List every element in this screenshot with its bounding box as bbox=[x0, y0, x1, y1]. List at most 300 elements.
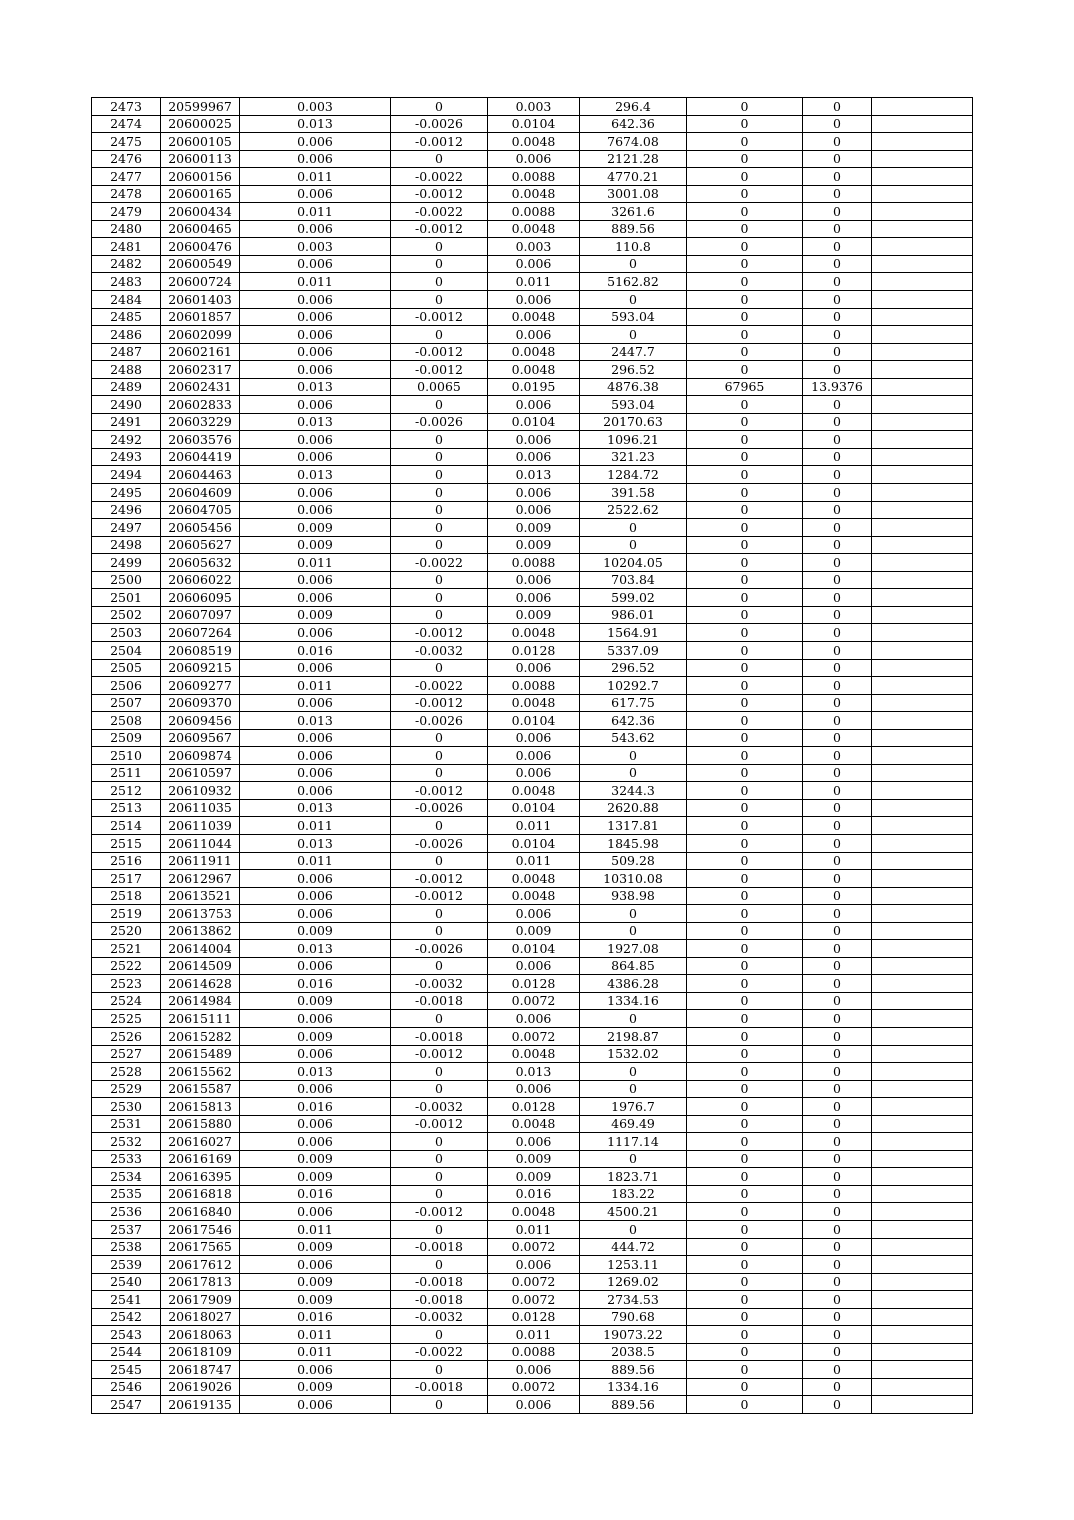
adjustment-cell: -0.0026 bbox=[391, 413, 488, 431]
table-row bbox=[92, 940, 973, 958]
ratio-cell: 0 bbox=[803, 834, 872, 852]
amount-cell: 10204.05 bbox=[580, 554, 687, 572]
amount-cell: 296.4 bbox=[580, 98, 687, 116]
value-a-cell: 0.009 bbox=[240, 1027, 391, 1045]
blank-cell bbox=[872, 1326, 973, 1344]
table-row bbox=[92, 308, 973, 326]
id-cell: 20613862 bbox=[161, 922, 240, 940]
value-c-cell: 0 bbox=[687, 554, 803, 572]
value-a-cell: 0.003 bbox=[240, 238, 391, 256]
adjustment-cell: -0.0032 bbox=[391, 975, 488, 993]
amount-cell: 10310.08 bbox=[580, 870, 687, 888]
value-a-cell: 0.006 bbox=[240, 1361, 391, 1379]
value-a-cell: 0.003 bbox=[240, 98, 391, 116]
blank-cell bbox=[872, 255, 973, 273]
row-number-cell: 2473 bbox=[92, 98, 161, 116]
value-b-cell: 0.0048 bbox=[488, 887, 580, 905]
ratio-cell: 0 bbox=[803, 1273, 872, 1291]
value-c-cell: 0 bbox=[687, 1256, 803, 1274]
adjustment-cell: 0 bbox=[391, 817, 488, 835]
value-c-cell: 0 bbox=[687, 1185, 803, 1203]
blank-cell bbox=[872, 378, 973, 396]
value-a-cell: 0.006 bbox=[240, 291, 391, 309]
id-cell: 20614004 bbox=[161, 940, 240, 958]
value-b-cell: 0.0128 bbox=[488, 1098, 580, 1116]
ratio-cell: 0 bbox=[803, 1098, 872, 1116]
adjustment-cell: 0 bbox=[391, 1168, 488, 1186]
blank-cell bbox=[872, 1063, 973, 1081]
adjustment-cell: 0 bbox=[391, 571, 488, 589]
amount-cell: 889.56 bbox=[580, 1396, 687, 1414]
table-row bbox=[92, 1256, 973, 1274]
amount-cell: 183.22 bbox=[580, 1185, 687, 1203]
amount-cell: 703.84 bbox=[580, 571, 687, 589]
table-row bbox=[92, 659, 973, 677]
ratio-cell: 0 bbox=[803, 1150, 872, 1168]
value-b-cell: 0.006 bbox=[488, 764, 580, 782]
id-cell: 20607097 bbox=[161, 606, 240, 624]
table-row bbox=[92, 1221, 973, 1239]
row-number-cell: 2498 bbox=[92, 536, 161, 554]
adjustment-cell: 0 bbox=[391, 852, 488, 870]
id-cell: 20615282 bbox=[161, 1027, 240, 1045]
id-cell: 20602431 bbox=[161, 378, 240, 396]
value-b-cell: 0.006 bbox=[488, 501, 580, 519]
row-number-cell: 2483 bbox=[92, 273, 161, 291]
table-row bbox=[92, 1045, 973, 1063]
adjustment-cell: -0.0022 bbox=[391, 554, 488, 572]
adjustment-cell: 0 bbox=[391, 1221, 488, 1239]
amount-cell: 2447.7 bbox=[580, 343, 687, 361]
id-cell: 20616169 bbox=[161, 1150, 240, 1168]
value-b-cell: 0.0104 bbox=[488, 799, 580, 817]
blank-cell bbox=[872, 782, 973, 800]
blank-cell bbox=[872, 870, 973, 888]
amount-cell: 4876.38 bbox=[580, 378, 687, 396]
blank-cell bbox=[872, 852, 973, 870]
value-c-cell: 0 bbox=[687, 413, 803, 431]
ratio-cell: 0 bbox=[803, 1203, 872, 1221]
ratio-cell: 0 bbox=[803, 589, 872, 607]
value-a-cell: 0.011 bbox=[240, 1221, 391, 1239]
id-cell: 20600165 bbox=[161, 185, 240, 203]
value-a-cell: 0.006 bbox=[240, 343, 391, 361]
value-b-cell: 0.0104 bbox=[488, 940, 580, 958]
value-c-cell: 0 bbox=[687, 1361, 803, 1379]
blank-cell bbox=[872, 1238, 973, 1256]
value-a-cell: 0.013 bbox=[240, 413, 391, 431]
amount-cell: 1253.11 bbox=[580, 1256, 687, 1274]
ratio-cell: 0 bbox=[803, 1045, 872, 1063]
blank-cell bbox=[872, 536, 973, 554]
ratio-cell: 0 bbox=[803, 1168, 872, 1186]
value-c-cell: 0 bbox=[687, 852, 803, 870]
row-number-cell: 2512 bbox=[92, 782, 161, 800]
ratio-cell: 0 bbox=[803, 291, 872, 309]
value-c-cell: 0 bbox=[687, 1027, 803, 1045]
value-b-cell: 0.009 bbox=[488, 606, 580, 624]
id-cell: 20608519 bbox=[161, 641, 240, 659]
ratio-cell: 0 bbox=[803, 185, 872, 203]
amount-cell: 1976.7 bbox=[580, 1098, 687, 1116]
ratio-cell: 0 bbox=[803, 940, 872, 958]
value-c-cell: 0 bbox=[687, 659, 803, 677]
amount-cell: 0 bbox=[580, 326, 687, 344]
id-cell: 20600724 bbox=[161, 273, 240, 291]
table-row bbox=[92, 1396, 973, 1414]
row-number-cell: 2540 bbox=[92, 1273, 161, 1291]
ratio-cell: 0 bbox=[803, 1361, 872, 1379]
table-row bbox=[92, 1080, 973, 1098]
id-cell: 20619026 bbox=[161, 1378, 240, 1396]
value-b-cell: 0.0072 bbox=[488, 1378, 580, 1396]
table-row bbox=[92, 466, 973, 484]
id-cell: 20604609 bbox=[161, 484, 240, 502]
value-b-cell: 0.0072 bbox=[488, 1291, 580, 1309]
adjustment-cell: -0.0018 bbox=[391, 1273, 488, 1291]
blank-cell bbox=[872, 905, 973, 923]
table-row bbox=[92, 536, 973, 554]
amount-cell: 0 bbox=[580, 1063, 687, 1081]
adjustment-cell: -0.0022 bbox=[391, 203, 488, 221]
value-b-cell: 0.011 bbox=[488, 817, 580, 835]
id-cell: 20600434 bbox=[161, 203, 240, 221]
amount-cell: 1564.91 bbox=[580, 624, 687, 642]
adjustment-cell: -0.0026 bbox=[391, 940, 488, 958]
value-a-cell: 0.009 bbox=[240, 536, 391, 554]
amount-cell: 1532.02 bbox=[580, 1045, 687, 1063]
blank-cell bbox=[872, 1308, 973, 1326]
ratio-cell: 0 bbox=[803, 1221, 872, 1239]
value-a-cell: 0.006 bbox=[240, 1396, 391, 1414]
ratio-cell: 0 bbox=[803, 1326, 872, 1344]
value-c-cell: 0 bbox=[687, 501, 803, 519]
value-b-cell: 0.006 bbox=[488, 1010, 580, 1028]
value-a-cell: 0.011 bbox=[240, 554, 391, 572]
value-b-cell: 0.0104 bbox=[488, 413, 580, 431]
row-number-cell: 2489 bbox=[92, 378, 161, 396]
amount-cell: 2522.62 bbox=[580, 501, 687, 519]
row-number-cell: 2507 bbox=[92, 694, 161, 712]
ratio-cell: 0 bbox=[803, 922, 872, 940]
amount-cell: 444.72 bbox=[580, 1238, 687, 1256]
blank-cell bbox=[872, 1361, 973, 1379]
value-a-cell: 0.006 bbox=[240, 150, 391, 168]
adjustment-cell: -0.0012 bbox=[391, 782, 488, 800]
value-c-cell: 0 bbox=[687, 694, 803, 712]
id-cell: 20602317 bbox=[161, 361, 240, 379]
adjustment-cell: 0 bbox=[391, 396, 488, 414]
id-cell: 20607264 bbox=[161, 624, 240, 642]
table-row bbox=[92, 834, 973, 852]
ratio-cell: 0 bbox=[803, 659, 872, 677]
value-c-cell: 0 bbox=[687, 922, 803, 940]
value-a-cell: 0.006 bbox=[240, 220, 391, 238]
row-number-cell: 2526 bbox=[92, 1027, 161, 1045]
amount-cell: 5337.09 bbox=[580, 641, 687, 659]
blank-cell bbox=[872, 589, 973, 607]
ratio-cell: 0 bbox=[803, 536, 872, 554]
adjustment-cell: 0 bbox=[391, 238, 488, 256]
ratio-cell: 0 bbox=[803, 326, 872, 344]
row-number-cell: 2479 bbox=[92, 203, 161, 221]
value-b-cell: 0.006 bbox=[488, 150, 580, 168]
value-a-cell: 0.011 bbox=[240, 677, 391, 695]
adjustment-cell: -0.0012 bbox=[391, 133, 488, 151]
ratio-cell: 0 bbox=[803, 484, 872, 502]
adjustment-cell: 0 bbox=[391, 484, 488, 502]
blank-cell bbox=[872, 150, 973, 168]
value-a-cell: 0.011 bbox=[240, 273, 391, 291]
blank-cell bbox=[872, 571, 973, 589]
amount-cell: 986.01 bbox=[580, 606, 687, 624]
value-c-cell: 0 bbox=[687, 1010, 803, 1028]
ratio-cell: 0 bbox=[803, 448, 872, 466]
blank-cell bbox=[872, 484, 973, 502]
adjustment-cell: 0 bbox=[391, 729, 488, 747]
table-row bbox=[92, 431, 973, 449]
row-number-cell: 2525 bbox=[92, 1010, 161, 1028]
blank-cell bbox=[872, 1185, 973, 1203]
value-b-cell: 0.0072 bbox=[488, 992, 580, 1010]
row-number-cell: 2527 bbox=[92, 1045, 161, 1063]
value-c-cell: 0 bbox=[687, 1045, 803, 1063]
adjustment-cell: -0.0018 bbox=[391, 1378, 488, 1396]
id-cell: 20615813 bbox=[161, 1098, 240, 1116]
id-cell: 20609215 bbox=[161, 659, 240, 677]
adjustment-cell: -0.0022 bbox=[391, 168, 488, 186]
row-number-cell: 2536 bbox=[92, 1203, 161, 1221]
value-b-cell: 0.009 bbox=[488, 1150, 580, 1168]
adjustment-cell: 0 bbox=[391, 326, 488, 344]
value-c-cell: 0 bbox=[687, 255, 803, 273]
table-body bbox=[92, 98, 973, 1414]
value-b-cell: 0.009 bbox=[488, 536, 580, 554]
table-row bbox=[92, 589, 973, 607]
amount-cell: 593.04 bbox=[580, 396, 687, 414]
value-c-cell: 0 bbox=[687, 1203, 803, 1221]
id-cell: 20602161 bbox=[161, 343, 240, 361]
row-number-cell: 2499 bbox=[92, 554, 161, 572]
blank-cell bbox=[872, 554, 973, 572]
ratio-cell: 0 bbox=[803, 308, 872, 326]
id-cell: 20603229 bbox=[161, 413, 240, 431]
adjustment-cell: 0 bbox=[391, 1326, 488, 1344]
id-cell: 20613521 bbox=[161, 887, 240, 905]
blank-cell bbox=[872, 326, 973, 344]
amount-cell: 1269.02 bbox=[580, 1273, 687, 1291]
blank-cell bbox=[872, 1098, 973, 1116]
row-number-cell: 2519 bbox=[92, 905, 161, 923]
value-a-cell: 0.006 bbox=[240, 1133, 391, 1151]
table-row bbox=[92, 1098, 973, 1116]
value-a-cell: 0.006 bbox=[240, 694, 391, 712]
id-cell: 20609370 bbox=[161, 694, 240, 712]
adjustment-cell: 0 bbox=[391, 659, 488, 677]
value-c-cell: 0 bbox=[687, 1238, 803, 1256]
value-c-cell: 0 bbox=[687, 519, 803, 537]
adjustment-cell: -0.0026 bbox=[391, 712, 488, 730]
row-number-cell: 2484 bbox=[92, 291, 161, 309]
row-number-cell: 2485 bbox=[92, 308, 161, 326]
id-cell: 20610597 bbox=[161, 764, 240, 782]
table-row bbox=[92, 922, 973, 940]
row-number-cell: 2545 bbox=[92, 1361, 161, 1379]
ratio-cell: 0 bbox=[803, 1115, 872, 1133]
adjustment-cell: -0.0018 bbox=[391, 1291, 488, 1309]
id-cell: 20604463 bbox=[161, 466, 240, 484]
id-cell: 20617813 bbox=[161, 1273, 240, 1291]
row-number-cell: 2502 bbox=[92, 606, 161, 624]
value-b-cell: 0.0088 bbox=[488, 168, 580, 186]
amount-cell: 889.56 bbox=[580, 1361, 687, 1379]
ratio-cell: 0 bbox=[803, 624, 872, 642]
row-number-cell: 2530 bbox=[92, 1098, 161, 1116]
row-number-cell: 2531 bbox=[92, 1115, 161, 1133]
value-b-cell: 0.011 bbox=[488, 1326, 580, 1344]
ratio-cell: 0 bbox=[803, 870, 872, 888]
table-row bbox=[92, 273, 973, 291]
adjustment-cell: 0 bbox=[391, 431, 488, 449]
adjustment-cell: 0 bbox=[391, 764, 488, 782]
value-a-cell: 0.009 bbox=[240, 519, 391, 537]
blank-cell bbox=[872, 396, 973, 414]
table-row bbox=[92, 326, 973, 344]
value-a-cell: 0.013 bbox=[240, 940, 391, 958]
amount-cell: 0 bbox=[580, 536, 687, 554]
adjustment-cell: -0.0032 bbox=[391, 641, 488, 659]
value-b-cell: 0.0048 bbox=[488, 308, 580, 326]
amount-cell: 296.52 bbox=[580, 659, 687, 677]
blank-cell bbox=[872, 203, 973, 221]
blank-cell bbox=[872, 291, 973, 309]
value-c-cell: 0 bbox=[687, 1291, 803, 1309]
value-b-cell: 0.006 bbox=[488, 291, 580, 309]
row-number-cell: 2480 bbox=[92, 220, 161, 238]
value-c-cell: 0 bbox=[687, 1133, 803, 1151]
table-row bbox=[92, 255, 973, 273]
ratio-cell: 0 bbox=[803, 98, 872, 116]
adjustment-cell: 0 bbox=[391, 291, 488, 309]
id-cell: 20618109 bbox=[161, 1343, 240, 1361]
amount-cell: 1845.98 bbox=[580, 834, 687, 852]
adjustment-cell: 0 bbox=[391, 1133, 488, 1151]
value-a-cell: 0.011 bbox=[240, 852, 391, 870]
blank-cell bbox=[872, 98, 973, 116]
amount-cell: 20170.63 bbox=[580, 413, 687, 431]
ratio-cell: 0 bbox=[803, 343, 872, 361]
id-cell: 20601857 bbox=[161, 308, 240, 326]
blank-cell bbox=[872, 729, 973, 747]
blank-cell bbox=[872, 957, 973, 975]
value-a-cell: 0.006 bbox=[240, 764, 391, 782]
value-c-cell: 0 bbox=[687, 992, 803, 1010]
ratio-cell: 0 bbox=[803, 817, 872, 835]
ratio-cell: 0 bbox=[803, 133, 872, 151]
ratio-cell: 0 bbox=[803, 694, 872, 712]
value-b-cell: 0.0104 bbox=[488, 834, 580, 852]
id-cell: 20616818 bbox=[161, 1185, 240, 1203]
blank-cell bbox=[872, 1045, 973, 1063]
amount-cell: 0 bbox=[580, 1150, 687, 1168]
amount-cell: 543.62 bbox=[580, 729, 687, 747]
value-b-cell: 0.0048 bbox=[488, 624, 580, 642]
row-number-cell: 2476 bbox=[92, 150, 161, 168]
value-a-cell: 0.006 bbox=[240, 1010, 391, 1028]
table-row bbox=[92, 168, 973, 186]
value-a-cell: 0.006 bbox=[240, 887, 391, 905]
value-b-cell: 0.0072 bbox=[488, 1027, 580, 1045]
ratio-cell: 0 bbox=[803, 606, 872, 624]
value-c-cell: 0 bbox=[687, 1221, 803, 1239]
id-cell: 20604419 bbox=[161, 448, 240, 466]
value-c-cell: 0 bbox=[687, 870, 803, 888]
row-number-cell: 2534 bbox=[92, 1168, 161, 1186]
amount-cell: 1334.16 bbox=[580, 992, 687, 1010]
ratio-cell: 0 bbox=[803, 1010, 872, 1028]
amount-cell: 0 bbox=[580, 764, 687, 782]
blank-cell bbox=[872, 1396, 973, 1414]
row-number-cell: 2481 bbox=[92, 238, 161, 256]
adjustment-cell: -0.0018 bbox=[391, 992, 488, 1010]
row-number-cell: 2508 bbox=[92, 712, 161, 730]
row-number-cell: 2501 bbox=[92, 589, 161, 607]
amount-cell: 599.02 bbox=[580, 589, 687, 607]
value-a-cell: 0.009 bbox=[240, 1150, 391, 1168]
blank-cell bbox=[872, 466, 973, 484]
value-c-cell: 0 bbox=[687, 326, 803, 344]
row-number-cell: 2533 bbox=[92, 1150, 161, 1168]
id-cell: 20617612 bbox=[161, 1256, 240, 1274]
value-b-cell: 0.0048 bbox=[488, 1203, 580, 1221]
table-row bbox=[92, 1063, 973, 1081]
value-a-cell: 0.006 bbox=[240, 133, 391, 151]
id-cell: 20617909 bbox=[161, 1291, 240, 1309]
value-b-cell: 0.0048 bbox=[488, 870, 580, 888]
id-cell: 20616840 bbox=[161, 1203, 240, 1221]
amount-cell: 4500.21 bbox=[580, 1203, 687, 1221]
id-cell: 20603576 bbox=[161, 431, 240, 449]
adjustment-cell: 0 bbox=[391, 466, 488, 484]
value-a-cell: 0.006 bbox=[240, 326, 391, 344]
blank-cell bbox=[872, 606, 973, 624]
value-a-cell: 0.013 bbox=[240, 834, 391, 852]
table-row bbox=[92, 378, 973, 396]
value-a-cell: 0.006 bbox=[240, 1256, 391, 1274]
id-cell: 20605456 bbox=[161, 519, 240, 537]
amount-cell: 0 bbox=[580, 1010, 687, 1028]
adjustment-cell: 0 bbox=[391, 519, 488, 537]
id-cell: 20600476 bbox=[161, 238, 240, 256]
blank-cell bbox=[872, 185, 973, 203]
id-cell: 20600465 bbox=[161, 220, 240, 238]
id-cell: 20614628 bbox=[161, 975, 240, 993]
blank-cell bbox=[872, 677, 973, 695]
table-row bbox=[92, 1273, 973, 1291]
table-row bbox=[92, 887, 973, 905]
value-b-cell: 0.006 bbox=[488, 484, 580, 502]
value-c-cell: 0 bbox=[687, 1378, 803, 1396]
row-number-cell: 2477 bbox=[92, 168, 161, 186]
ratio-cell: 0 bbox=[803, 1308, 872, 1326]
value-c-cell: 0 bbox=[687, 203, 803, 221]
amount-cell: 10292.7 bbox=[580, 677, 687, 695]
value-b-cell: 0.006 bbox=[488, 1361, 580, 1379]
amount-cell: 2734.53 bbox=[580, 1291, 687, 1309]
id-cell: 20604705 bbox=[161, 501, 240, 519]
amount-cell: 642.36 bbox=[580, 115, 687, 133]
value-c-cell: 0 bbox=[687, 238, 803, 256]
